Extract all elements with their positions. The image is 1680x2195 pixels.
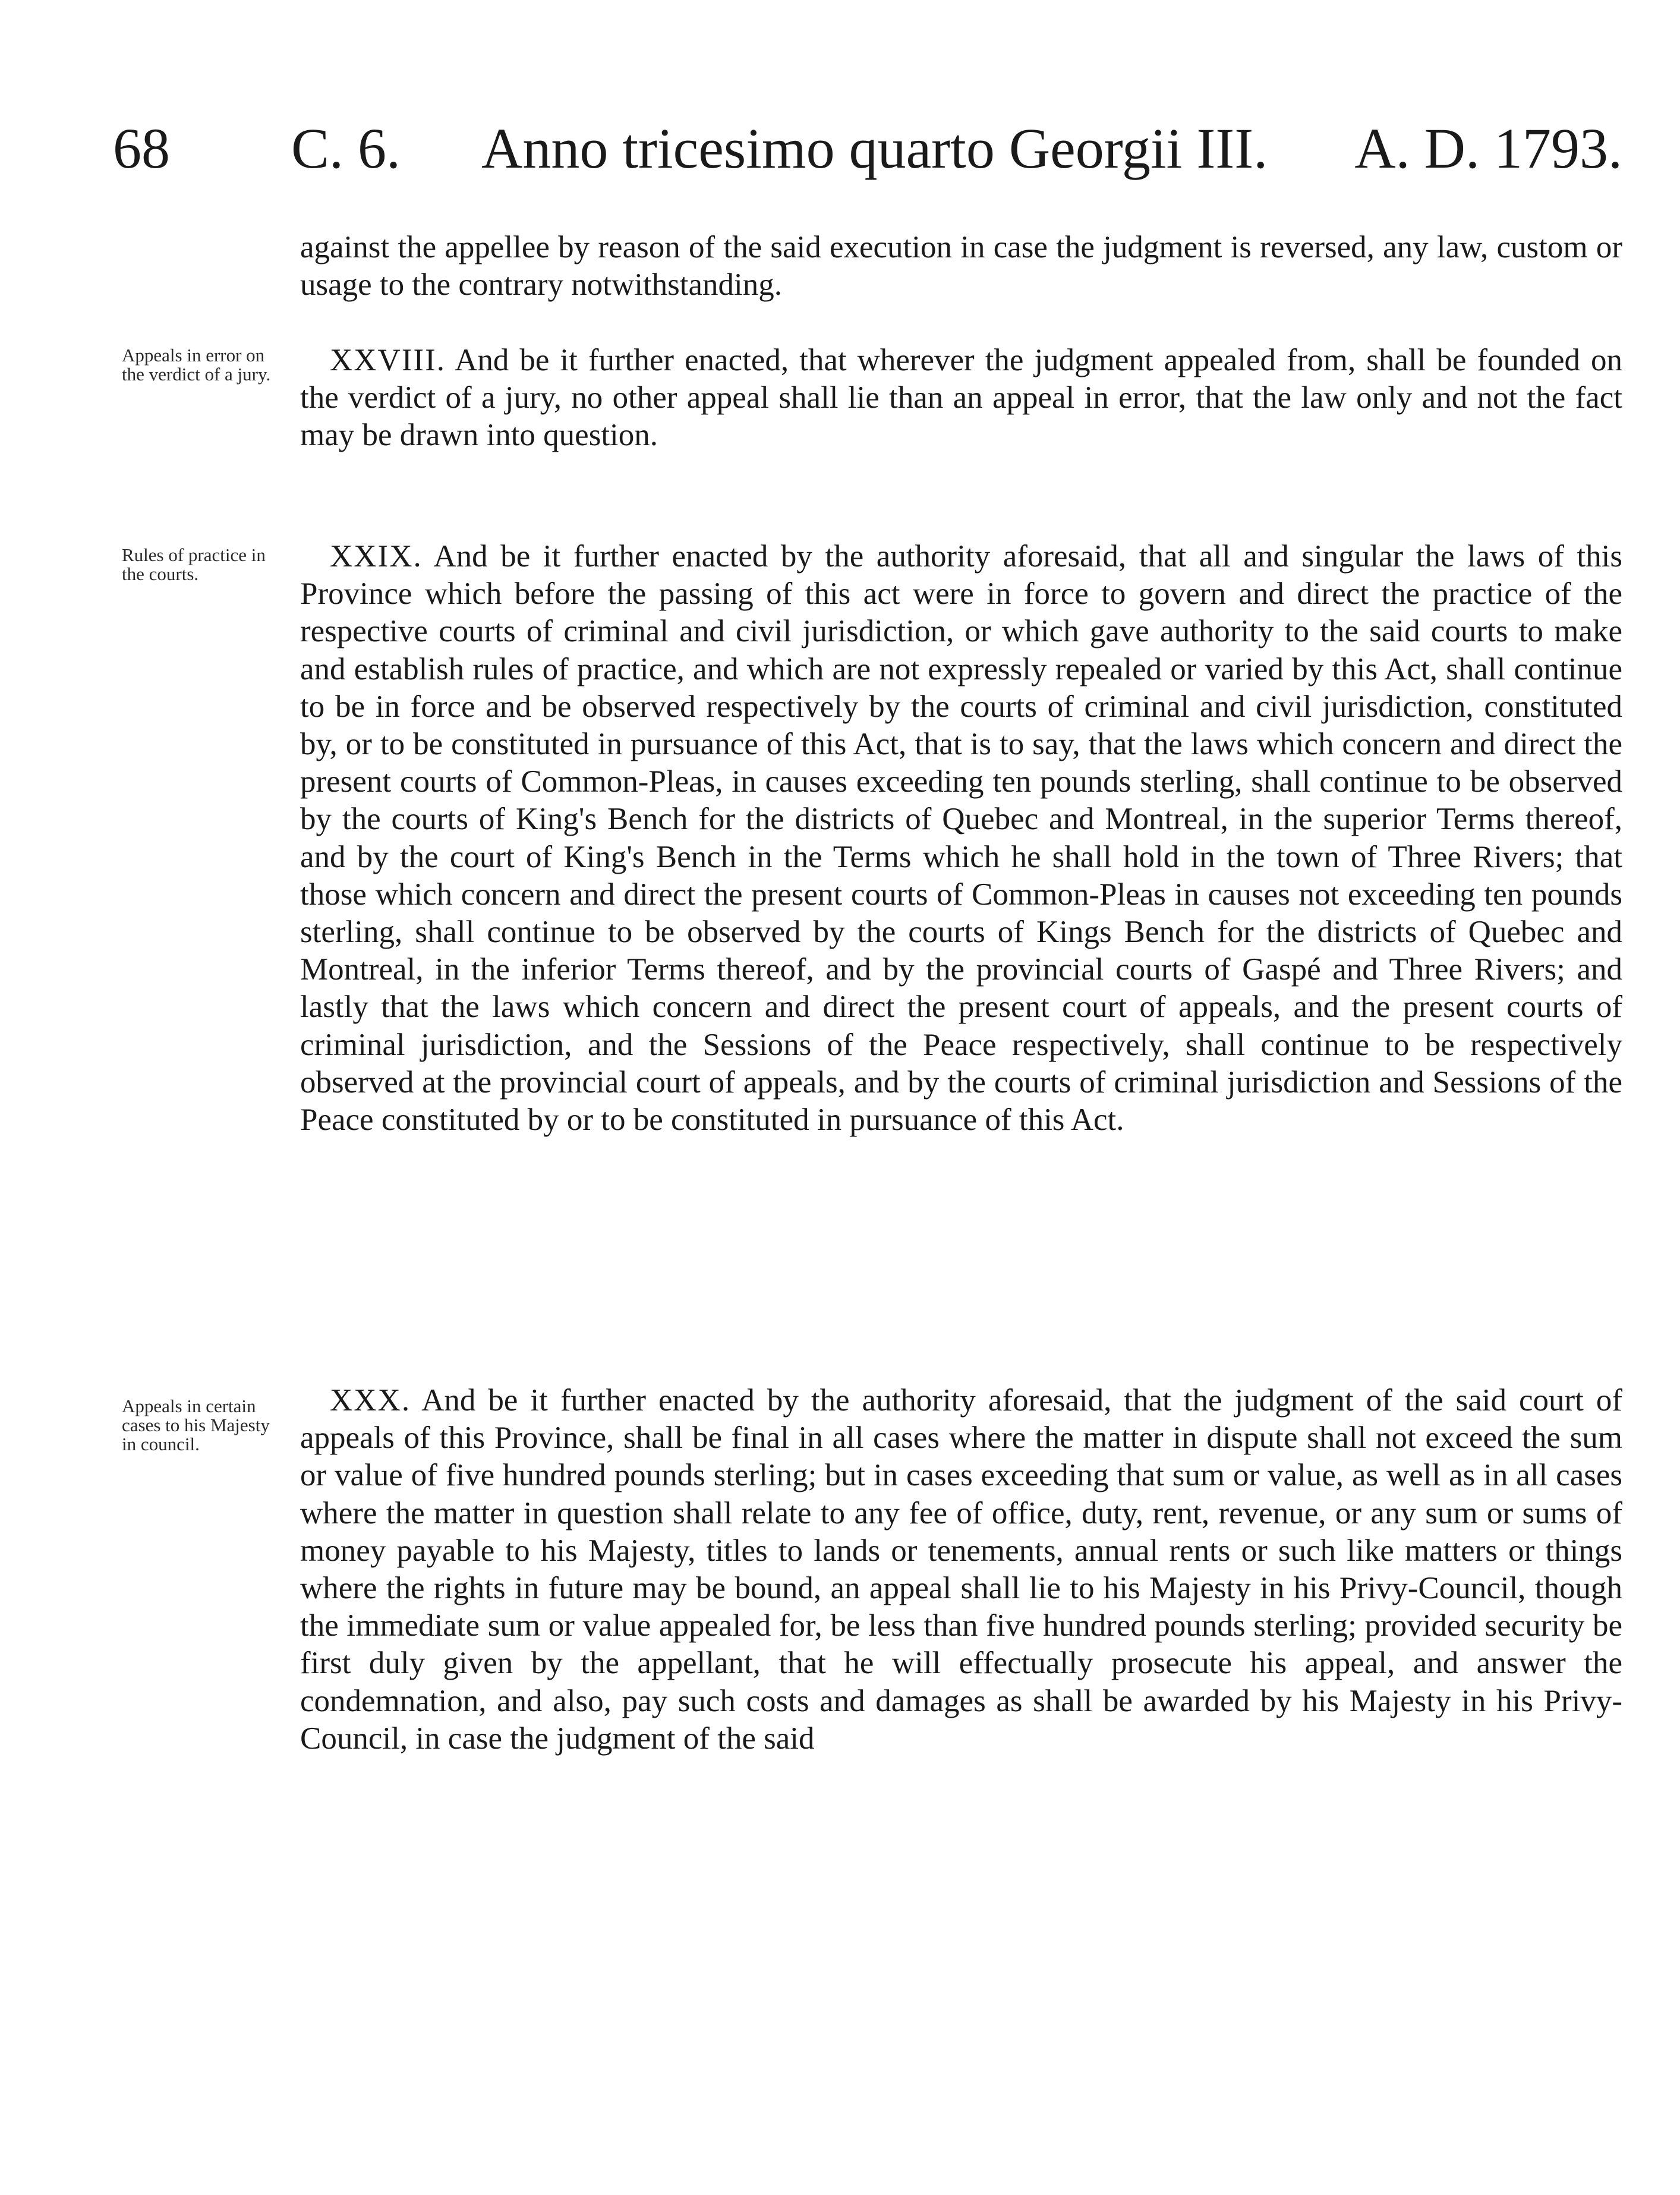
margin-note-section-30: Appeals in certain cases to his Majesty in council. [122,1396,270,1454]
section-28 [300,342,1622,455]
section-30 [300,1382,1622,1758]
section-text: And be it further enacted, that wherever the judgment appealed from, shall be founded on the verdict of a jury, no other appeal shall lie than an appeal in error, that the law only and not the fact may be drawn into question. [300,343,1622,453]
continuation-text: against the appellee by reason of the said execution in case the judgment is reversed, any law, custom or usage to the contrary notwithstanding. [300,230,1622,303]
page-number: 68 [113,116,170,180]
section-text: And be it further enacted by the authority aforesaid, that the judgment of the said court of appeals of this Province, shall be final in all cases where the matter in dispute shall not exceed the sum or value of five hundred pounds sterling; but in cases exceeding that sum or value, as well as in all cases where the matter in question shall relate to any fee of office, duty, rent, revenue, or any sum or sums of money payable to his Majesty, titles to lands or tenements, annual rents or such like matters or things where the rights in future may be bound, an appeal shall lie to his Majesty in his Privy-Council, though the immediate sum or value appealed for, be less than five hundred pounds sterling; provided security be first duly given by the appellant, that he will effectually prosecute his appeal, and answer the condemnation, and also, pay such costs and damages as shall be awarded by his Majesty in his Privy-Council, in case the judgment of the said [300,1383,1622,1756]
act-title: Anno tricesimo quarto Georgii III. [481,116,1268,180]
section-text: And be it further enacted by the authority aforesaid, that all and singular the laws of this Province which before the passing of this act were in force to govern and direct the practice of the respective courts of criminal and civil jurisdiction, or which gave authority to the said courts to make and establish rules of practice, and which are not expressly repealed or varied by this Act, shall continue to be in force and be observed respectively by the courts of criminal and civil jurisdiction, constituted by, or to be constituted in pursuance of this Act, that is to say, that the laws which concern and direct the present courts of Common-Pleas, in causes exceeding ten pounds sterling, shall continue to be observed by the courts of King's Bench for the districts of Quebec and Montreal, in the superior Terms thereof, and by the court of King's Bench in the Terms which he shall hold in the town of Three Rivers; that those which concern and direct the present courts of Common-Pleas in causes not exceeding ten pounds sterling, shall continue to be observed by the courts of Kings Bench for the districts of Quebec and Montreal, in the inferior Terms thereof, and by the provincial courts of Gaspé and Three Rivers; and lastly that the laws which concern and direct the present court of appeals, and the present courts of criminal jurisdiction, and the Sessions of the Peace respectively, shall continue to be respectively observed at the provincial court of appeals, and by the courts of criminal jurisdiction and Sessions of the Peace constituted by or to be constituted in pursuance of this Act. [300,539,1622,1138]
chapter-label: C. 6. [291,116,401,180]
section-number: XXX. [330,1383,411,1418]
margin-note-section-29: Rules of practice in the courts. [122,544,266,584]
section-number: XXVIII. [330,343,446,377]
section-number: XXIX. [330,539,423,574]
act-year: A. D. 1793. [1354,116,1622,180]
running-header [113,107,1622,190]
margin-note-section-28: Appeals in error on the verdict of a jury. [122,345,271,385]
continuation-paragraph [300,229,1622,304]
section-29 [300,538,1622,1139]
